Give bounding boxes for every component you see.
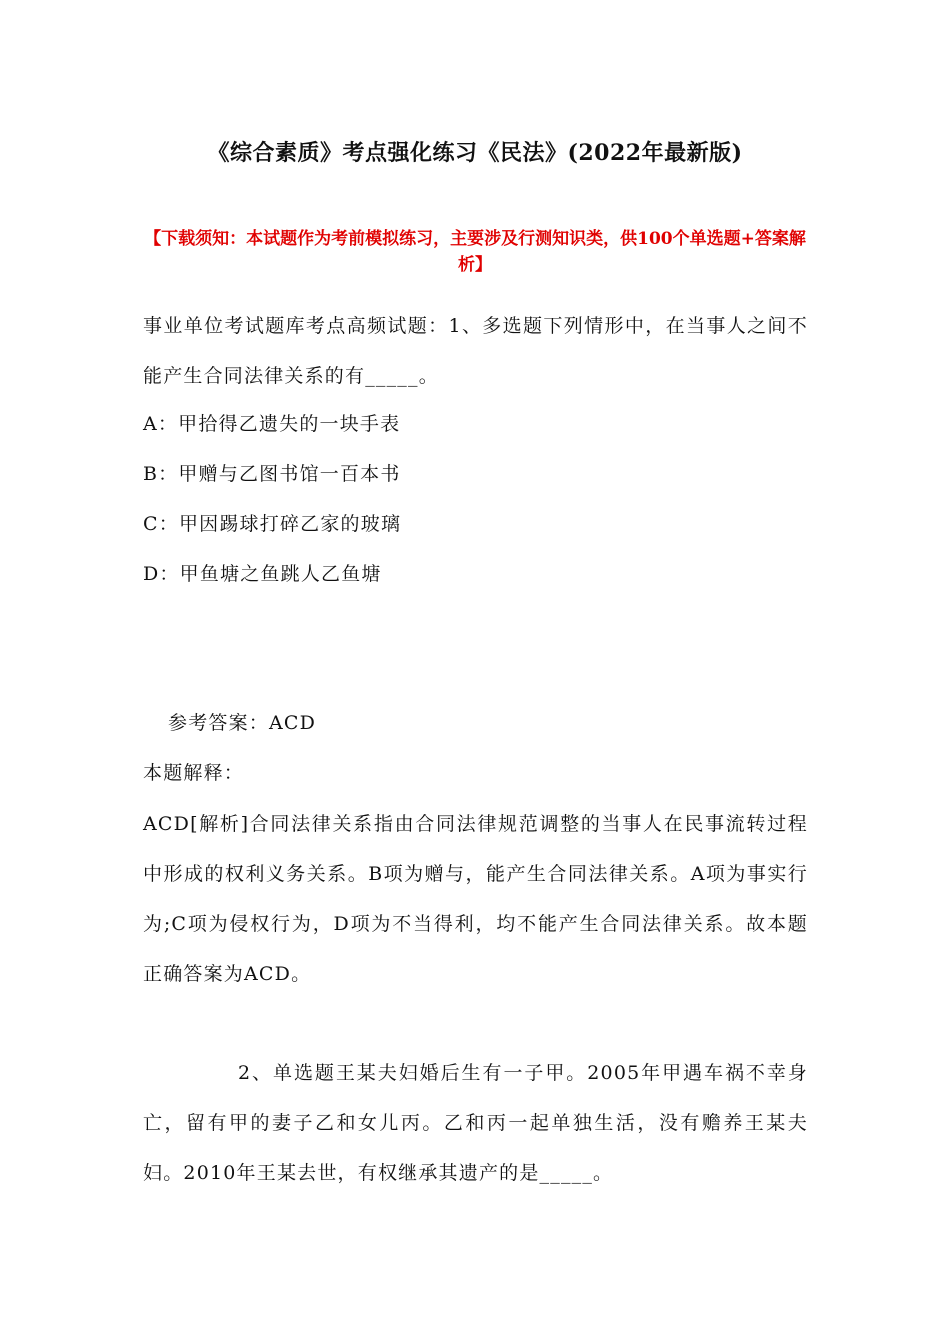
question-1-option-c: C：甲因踢球打碎乙家的玻璃 bbox=[143, 513, 402, 535]
question-1-option-d: D：甲鱼塘之鱼跳人乙鱼塘 bbox=[143, 563, 382, 585]
download-notice: 【下载须知：本试题作为考前模拟练习，主要涉及行测知识类，供100个单选题+答案解析】 bbox=[144, 229, 806, 275]
question-1-option-a: A：甲拾得乙遗失的一块手表 bbox=[143, 413, 401, 435]
question-1-answer: 参考答案：ACD bbox=[168, 712, 317, 734]
question-1-stem: 事业单位考试题库考点高频试题：1、多选题下列情形中，在当事人之间不能产生合同法律关系的有_____。 bbox=[143, 315, 808, 387]
question-2-stem: 2、单选题王某夫妇婚后生有一子甲。2005年甲遇车祸不幸身亡，留有甲的妻子乙和女儿丙。乙和丙一起单独生活，没有赡养王某夫妇。2010年王某去世，有权继承其遗产的是_____。 bbox=[143, 1062, 808, 1184]
question-1-option-b: B：甲赠与乙图书馆一百本书 bbox=[143, 463, 401, 485]
document-title: 《综合素质》考点强化练习《民法》(2022年最新版) bbox=[207, 140, 743, 166]
question-1-explanation: ACD[解析]合同法律关系指由合同法律规范调整的当事人在民事流转过程中形成的权利义务关系。B项为赠与，能产生合同法律关系。A项为事实行为;C项为侵权行为，D项为不当得利，均不能产生合同法律关系。故本题正确答案为ACD。 bbox=[143, 813, 808, 985]
question-1-explanation-label: 本题解释： bbox=[143, 762, 245, 784]
